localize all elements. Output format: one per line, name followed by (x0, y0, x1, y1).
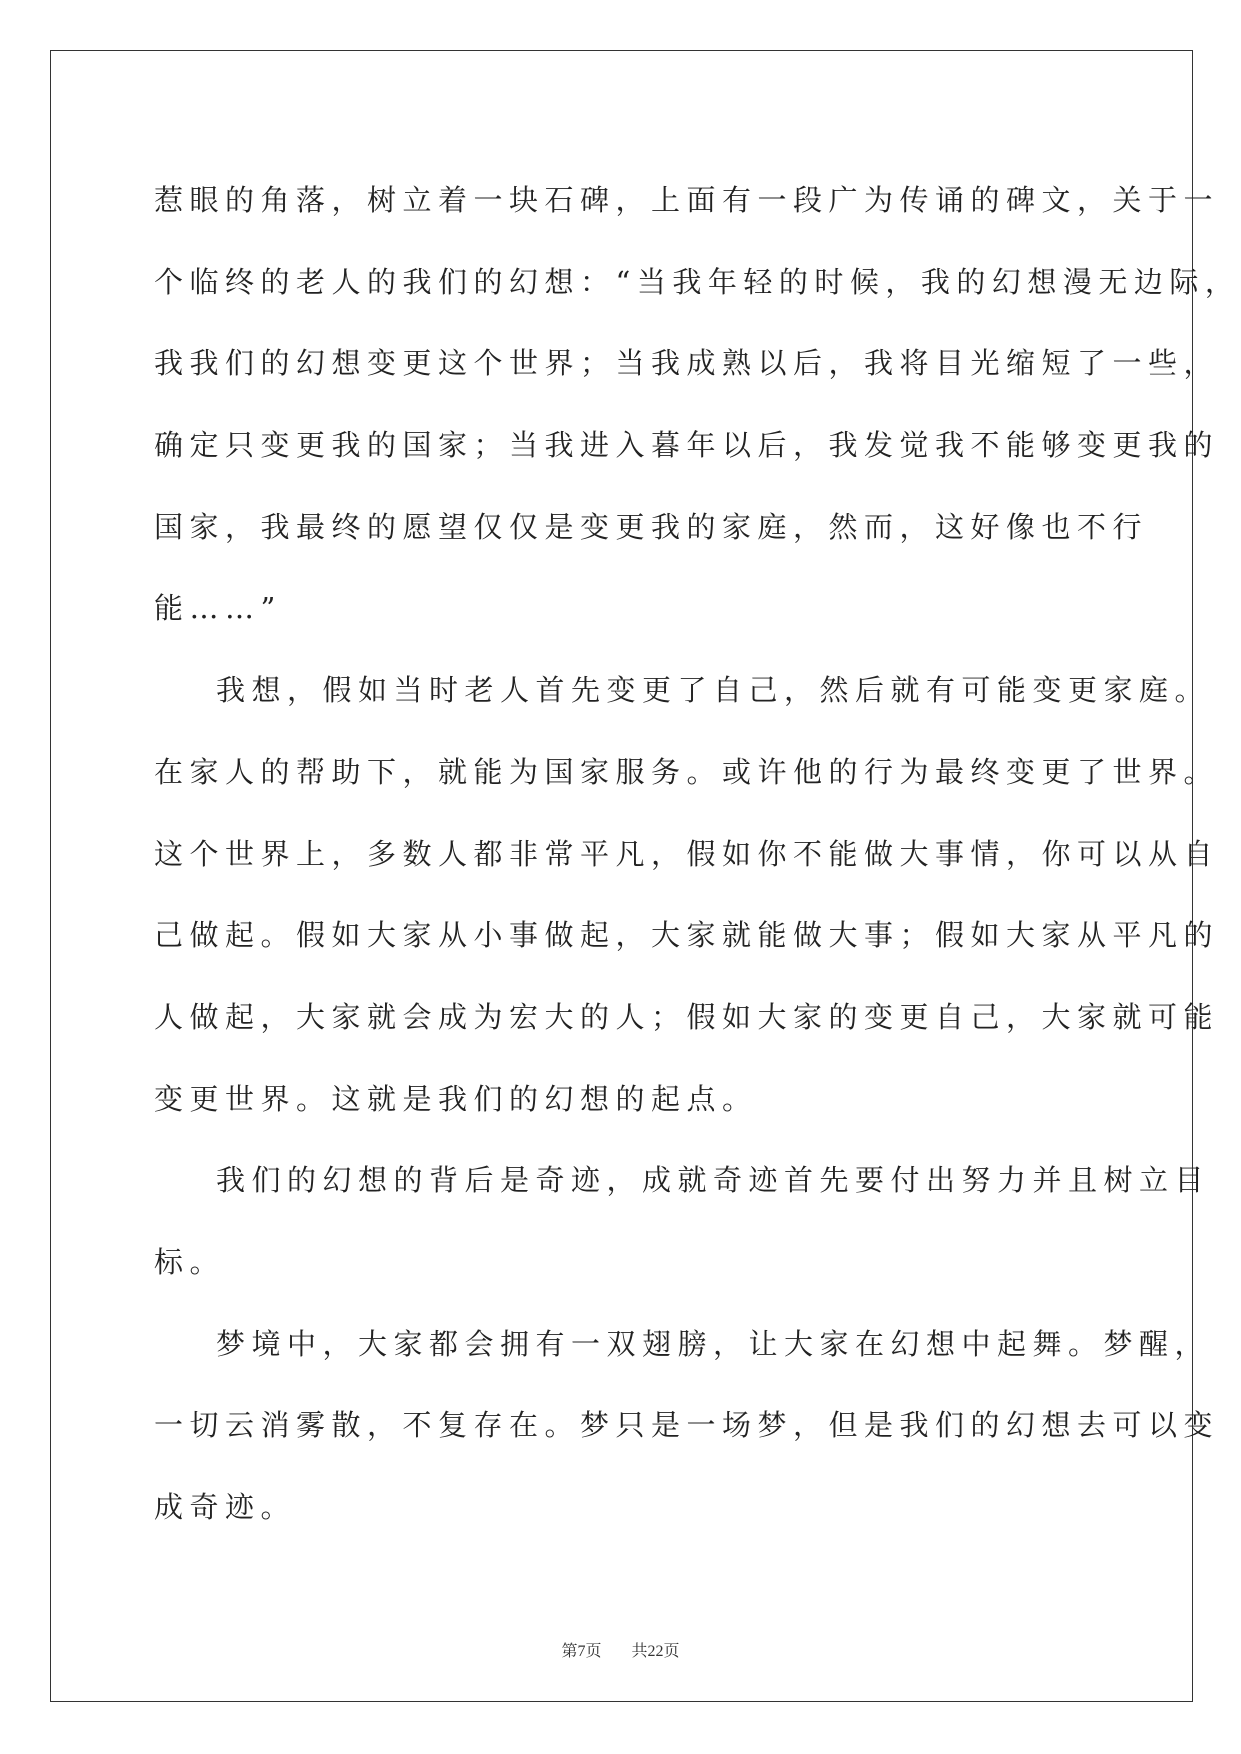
document-body (154, 160, 1241, 1549)
text-line: 确定只变更我的国家；当我进入暮年以后，我发觉我不能够变更我的 (154, 428, 1220, 463)
text-line: 变更世界。这就是我们的幻想的起点。 (154, 1081, 758, 1116)
page-number-current: 第7页 (561, 1643, 602, 1660)
text-line: 这个世界上，多数人都非常平凡，假如你不能做大事情，你可以从自 (154, 836, 1220, 871)
text-line: 成奇迹。 (154, 1490, 297, 1524)
text-line: 人做起，大家就会成为宏大的人；假如大家的变更自己，大家就可能 (154, 999, 1220, 1034)
text-line: 标。 (154, 1244, 226, 1279)
text-line: 国家，我最终的愿望仅仅是变更我的家庭，然而，这好像也不行 (154, 509, 1149, 544)
text-line: 能……” (154, 591, 282, 626)
paragraph-first-line: 我想，假如当时老人首先变更了自己，然后就有可能变更家庭。 (216, 673, 1211, 708)
text-line: 我我们的幻想变更这个世界；当我成熟以后，我将目光缩短了一些， (154, 346, 1220, 381)
text-line: 惹眼的角落，树立着一块石碑，上面有一段广为传诵的碑文，关于一 (154, 183, 1220, 217)
paragraph-first-line: 我们的幻想的背后是奇迹，成就奇迹首先要付出努力并且树立目 (216, 1163, 1211, 1198)
page-footer (0, 1638, 1241, 1661)
text-line: 个临终的老人的我们的幻想：“当我年轻的时候，我的幻想漫无边际， (154, 264, 1241, 299)
paragraph-first-line: 梦境中，大家都会拥有一双翅膀，让大家在幻想中起舞。梦醒， (216, 1326, 1211, 1361)
text-line: 在家人的帮助下，就能为国家服务。或许他的行为最终变更了世界。 (154, 754, 1220, 789)
text-line: 己做起。假如大家从小事做起，大家就能做大事；假如大家从平凡的 (154, 918, 1220, 953)
text-line: 一切云消雾散，不复存在。梦只是一场梦，但是我们的幻想去可以变 (154, 1408, 1220, 1443)
page-number-total: 共22页 (631, 1643, 680, 1660)
